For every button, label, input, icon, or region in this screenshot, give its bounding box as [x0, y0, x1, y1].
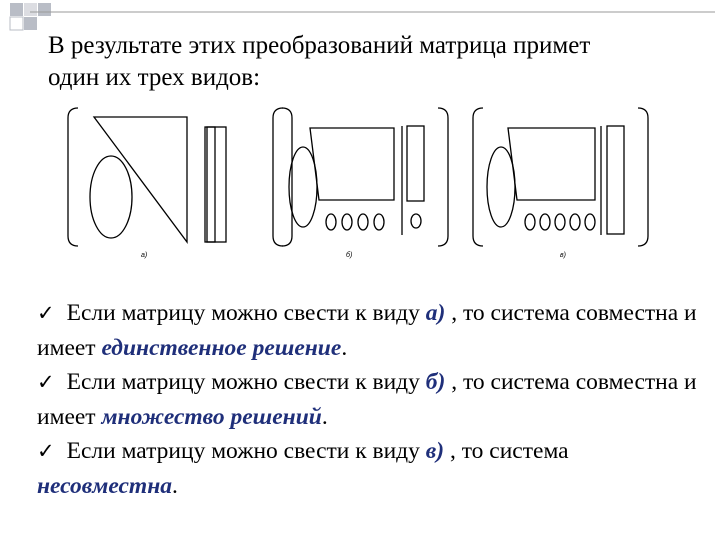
bullet-item	[37, 365, 707, 434]
triangle-shape	[94, 117, 187, 242]
result-term: несовместна	[37, 472, 172, 499]
small-ellipse	[374, 214, 384, 230]
form-label-c: в)	[560, 252, 566, 259]
small-ellipse	[411, 214, 421, 228]
column-rect	[407, 126, 424, 201]
left-bracket	[473, 108, 483, 246]
ellipse-shape	[289, 147, 317, 227]
checkmark-icon: ✓	[37, 439, 55, 463]
form-label-b: б)	[346, 252, 353, 259]
ellipse-shape	[90, 156, 132, 238]
decor-square	[24, 3, 37, 16]
matrix-form-b	[273, 108, 448, 259]
left-bracket	[273, 108, 283, 246]
bullet-text: , то система совместна и имеет	[37, 300, 697, 361]
bullet-punct: .	[321, 403, 328, 430]
right-bracket	[282, 108, 292, 246]
matrix-forms-diagram	[60, 100, 660, 270]
decor-square	[38, 3, 51, 16]
decor-square	[38, 17, 51, 30]
title-line-1: В результате этих преобразований матрица примет	[48, 32, 591, 59]
trapezoid-shape	[310, 128, 394, 200]
result-term: единственное решение	[101, 334, 342, 361]
right-bracket	[438, 108, 448, 246]
small-ellipse	[342, 214, 352, 230]
conclusions-list	[37, 296, 707, 503]
bullet-punct: .	[172, 472, 178, 499]
small-ellipse	[525, 214, 535, 230]
bullet-punct: .	[341, 334, 348, 361]
matrix-form-a	[68, 108, 292, 259]
small-ellipse	[570, 214, 580, 230]
trapezoid-shape	[508, 128, 595, 200]
variant-label: а)	[425, 300, 446, 326]
result-term: множество решений	[101, 403, 322, 430]
bullet-text: , то система совместна и имеет	[37, 369, 697, 430]
column-rect	[607, 126, 624, 234]
title-line-2: один их трех видов:	[48, 64, 261, 91]
free-column-rect	[207, 127, 226, 242]
decor-square	[10, 3, 23, 16]
small-ellipse	[555, 214, 565, 230]
form-label-a: а)	[141, 252, 148, 259]
small-ellipse	[326, 214, 336, 230]
bullet-text: Если матрицу можно свести к виду	[66, 369, 426, 395]
checkmark-icon: ✓	[37, 370, 55, 394]
right-bracket	[638, 108, 648, 246]
ellipse-shape	[487, 147, 515, 227]
bullet-item	[37, 296, 707, 365]
decor-square	[10, 17, 23, 30]
left-bracket	[68, 108, 78, 246]
checkmark-icon: ✓	[37, 301, 55, 325]
bullet-text: , то система	[444, 438, 569, 464]
variant-label: б)	[425, 369, 446, 395]
bullet-text: Если матрицу можно свести к виду	[66, 438, 426, 464]
slide-title	[48, 30, 698, 94]
small-ellipse	[540, 214, 550, 230]
bullet-text: Если матрицу можно свести к виду	[66, 300, 426, 326]
small-ellipse	[585, 214, 595, 230]
small-ellipse	[358, 214, 368, 230]
matrix-form-c	[473, 108, 648, 259]
variant-label: в)	[425, 438, 445, 464]
bullet-item	[37, 434, 707, 503]
decor-square	[24, 17, 37, 30]
